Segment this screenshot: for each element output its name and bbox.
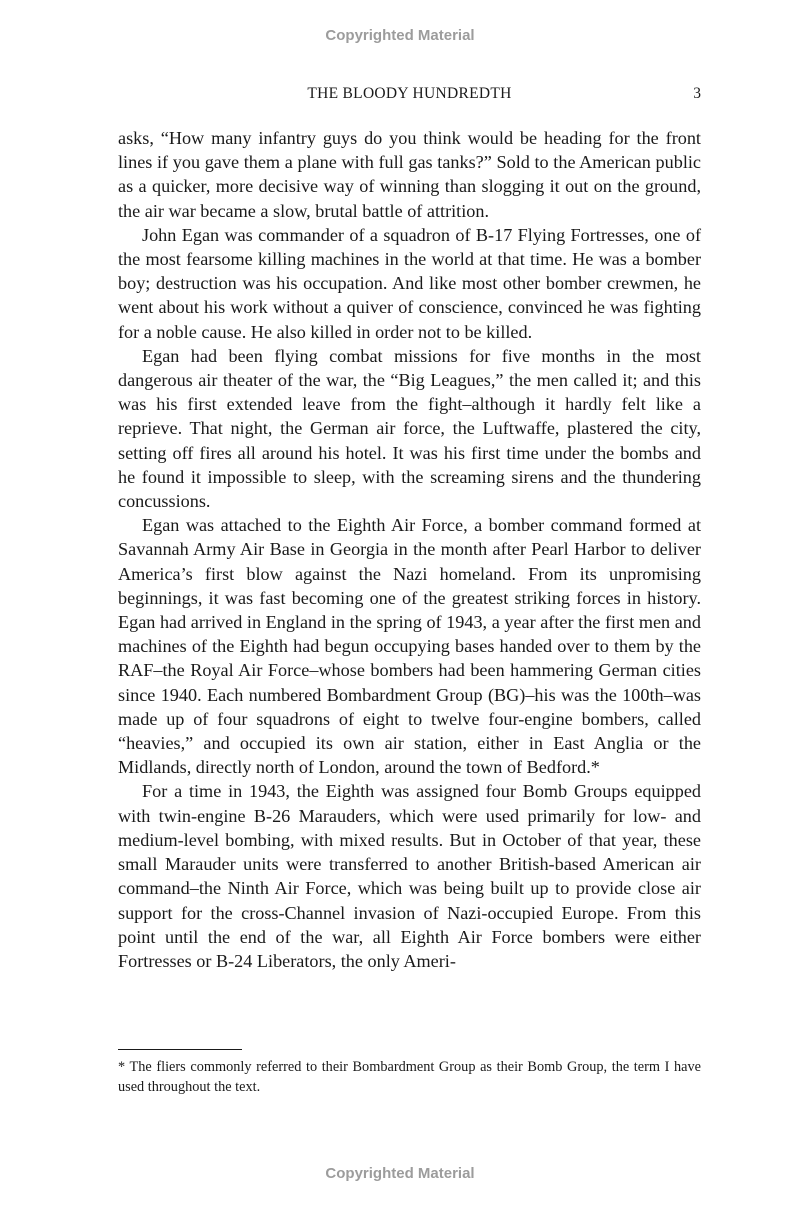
page-number: 3 <box>693 85 701 102</box>
copyright-watermark-top: Copyrighted Material <box>325 27 475 44</box>
paragraph-2: John Egan was commander of a squadron of B-17 Flying Fortresses, one of the most fearsome killing machines in the world at that time. He was a bomber boy; destruction was his occupation. And like most other bomber crewmen, he went about his work without a quiver of conscience, convinced he was fighting for a noble cause. He also killed in order not to be killed. <box>118 224 701 342</box>
paragraph-5: For a time in 1943, the Eighth was assigned four Bomb Groups equipped with twin-engine B-26 Marauders, which were used primarily for low- and medium-level bombing, with mixed results. But in October of that year, these small Marauder units were transferred to another British-based American air command–the Ninth Air Force, which was being built up to provide close air support for the cross-Channel invasion of Nazi-occupied Europe. From this point until the end of the war, all Eighth Air Force bombers were either Fortresses or B-24 Liberators, the only Ameri- <box>118 781 701 971</box>
paragraph-3: Egan had been flying combat missions for five months in the most dangerous air theater of the war, the “Big Leagues,” the men called it; and this was his first extended leave from the fight–although it hardly felt like a reprieve. That night, the German air force, the Luftwaffe, plastered the city, setting off fires all around his hotel. It was his first time under the bombs and he found it impossible to sleep, with the screaming sirens and the thundering concussions. <box>118 345 701 512</box>
footnote-rule <box>118 1049 242 1050</box>
body-text <box>118 126 701 973</box>
running-header <box>118 85 701 103</box>
running-title: THE BLOODY HUNDREDTH <box>307 85 512 102</box>
copyright-watermark-bottom: Copyrighted Material <box>325 1165 475 1182</box>
paragraph-1: asks, “How many infantry guys do you think would be heading for the front lines if you gave them a plane with full gas tanks?” Sold to the American public as a quicker, more decisive way of winning than slogging it out on the ground, the air war became a slow, brutal battle of attrition. <box>118 128 701 221</box>
footnote: * The fliers commonly referred to their Bombardment Group as their Bomb Group, the term I have used throughout the text. <box>118 1059 701 1095</box>
paragraph-4: Egan was attached to the Eighth Air Force, a bomber command formed at Savannah Army Air Base in Georgia in the month after Pearl Harbor to deliver America’s first blow against the Nazi homeland. From its unpromising beginnings, it was fast becoming one of the greatest striking forces in history. Egan had arrived in England in the spring of 1943, a year after the first men and machines of the Eighth had begun occupying bases handed over to them by the RAF–the Royal Air Force–whose bombers had been hammering German cities since 1940. Each numbered Bombardment Group (BG)–his was the 100th–was made up of four squadrons of eight to twelve four-engine bombers, called “heavies,” and occupied its own air station, either in East Anglia or the Midlands, directly north of London, around the town of Bedford.* <box>118 515 701 778</box>
